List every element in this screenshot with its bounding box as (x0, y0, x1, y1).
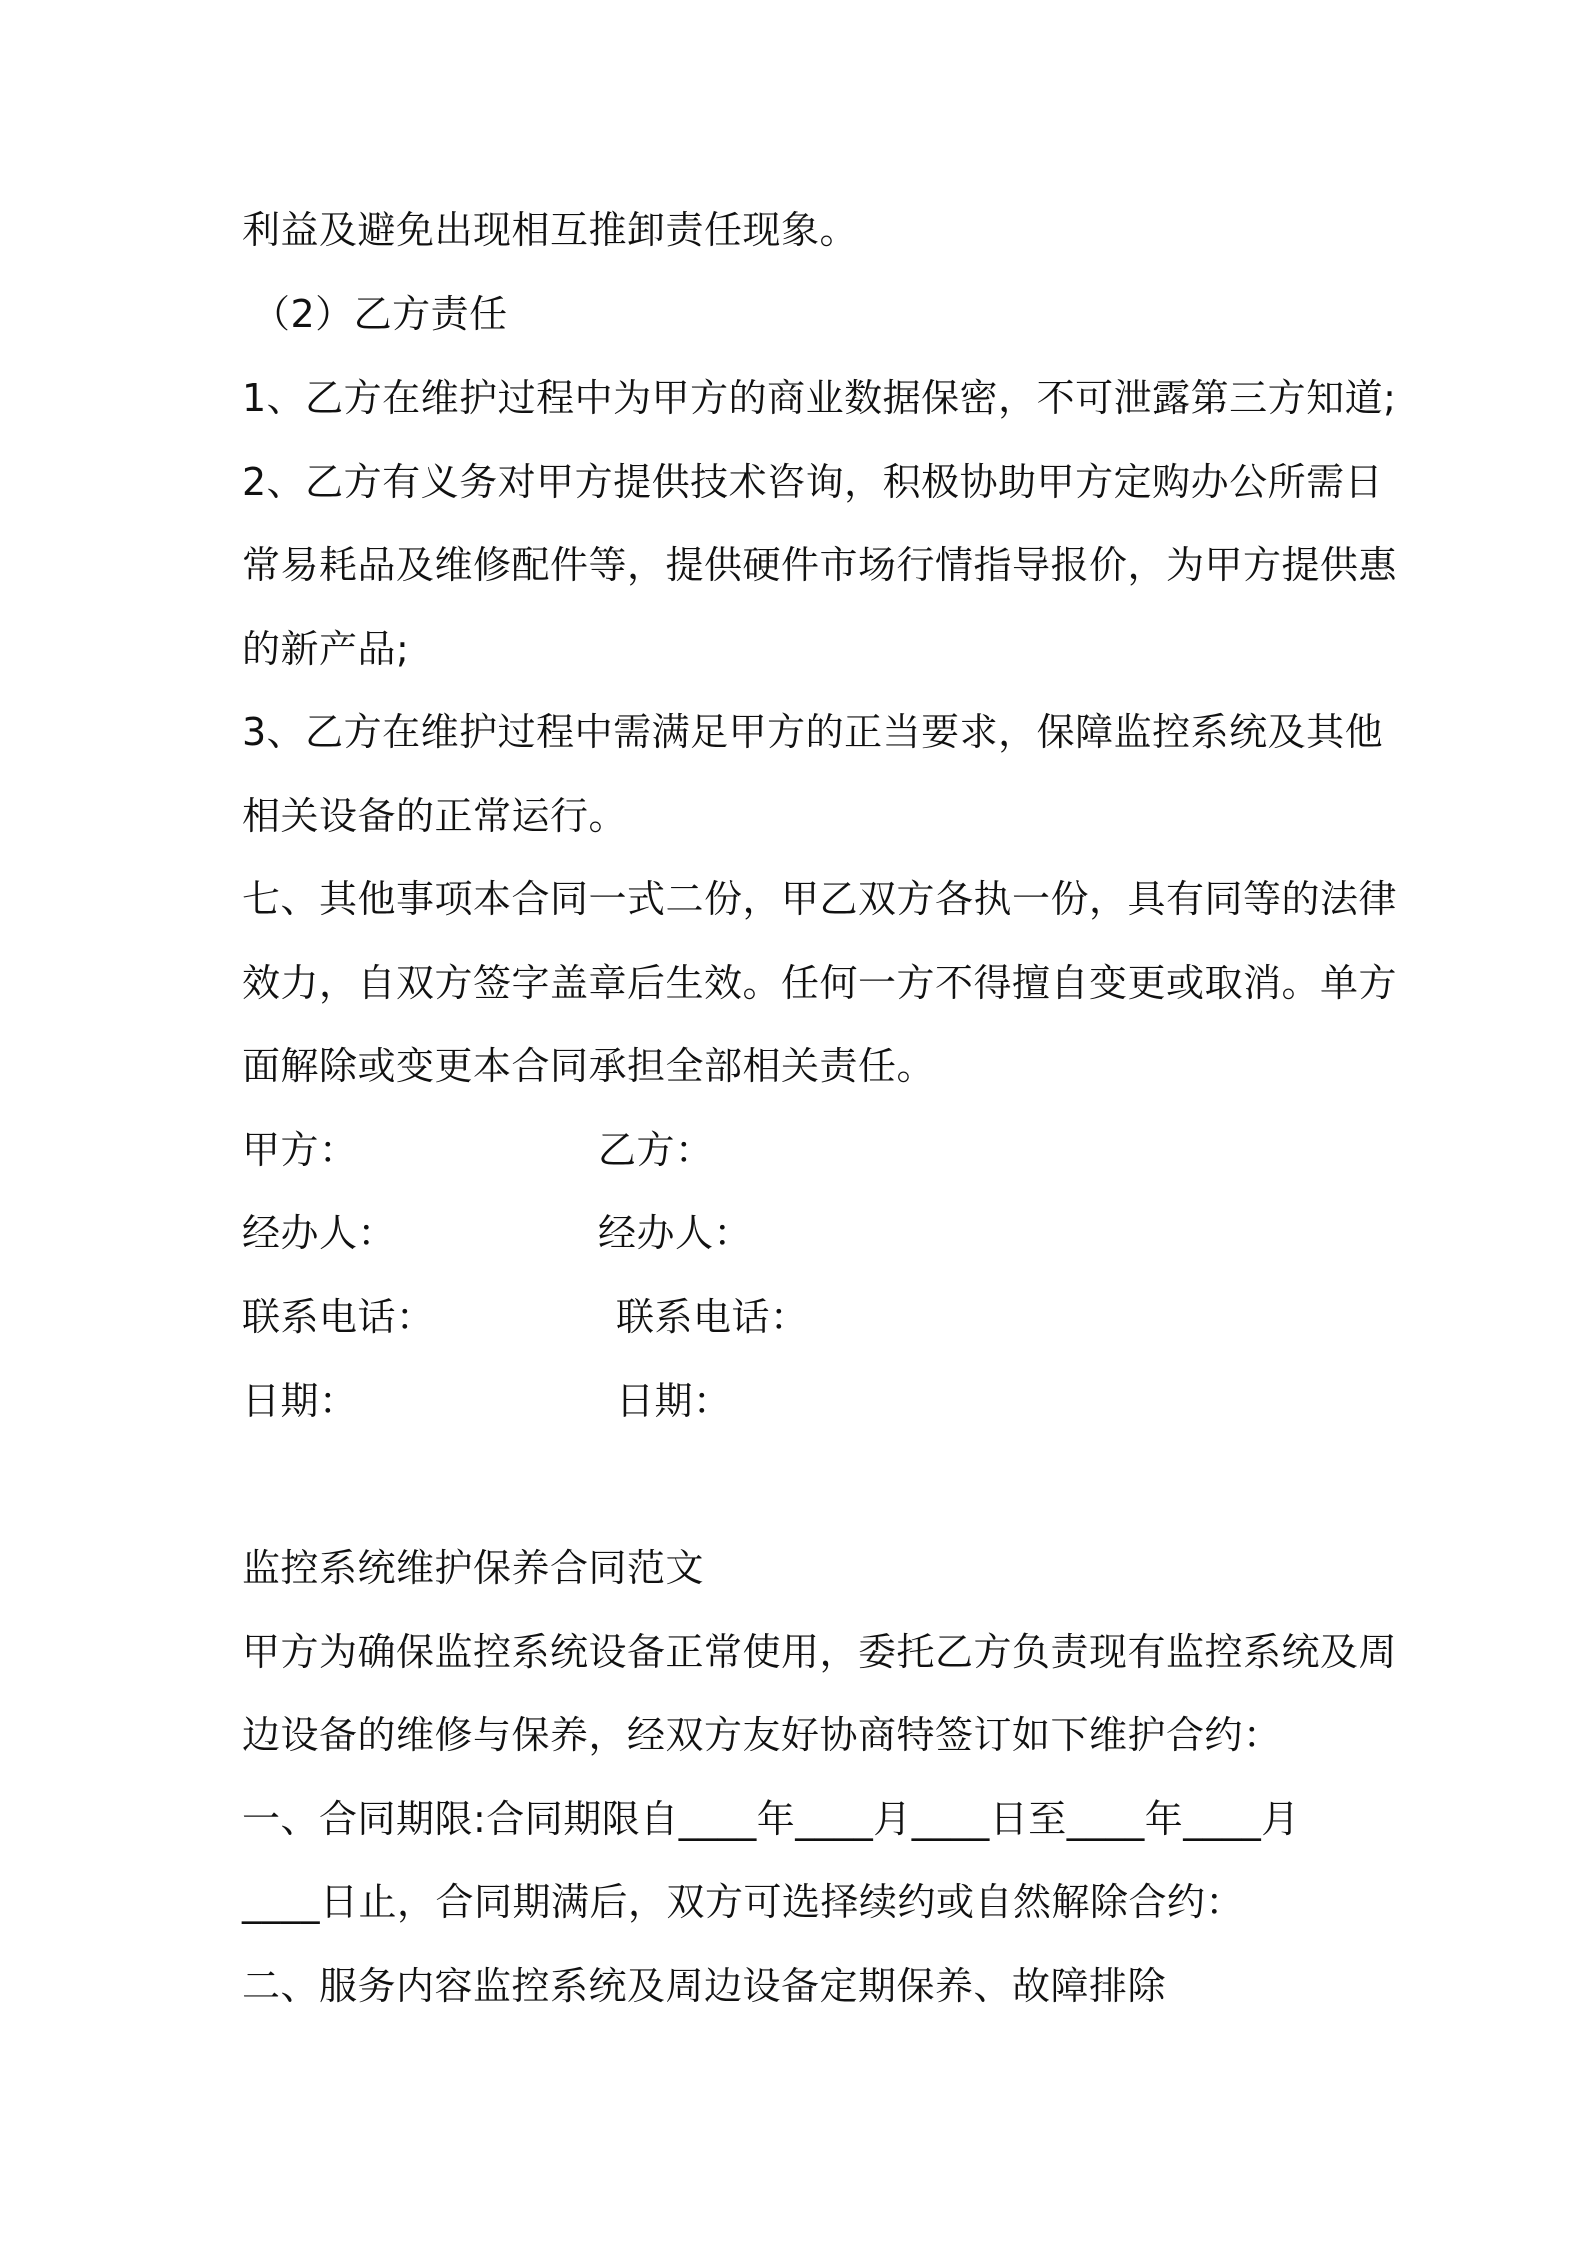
signature-agent-b: 经办人： (598, 1211, 753, 1255)
signature-phone-a: 联系电话： (242, 1295, 435, 1339)
paragraph-line: 的新产品; (242, 627, 410, 671)
signature-date-b: 日期： (616, 1379, 732, 1423)
paragraph-line: 3、乙方在维护过程中需满足甲方的正当要求，保障监控系统及其他 (242, 710, 1384, 754)
signature-phone-b: 联系电话： (616, 1295, 809, 1339)
paragraph-line: 1、乙方在维护过程中为甲方的商业数据保密，不可泄露第三方知道; (242, 376, 1397, 420)
signature-date-a: 日期： (242, 1379, 358, 1423)
paragraph-line: 七、其他事项本合同一式二份，甲乙双方各执一份，具有同等的法律 (242, 877, 1398, 921)
paragraph-line: 2、乙方有义务对甲方提供技术咨询，积极协助甲方定购办公所需日 (242, 460, 1384, 504)
paragraph-line: 面解除或变更本合同承担全部相关责任。 (242, 1044, 936, 1088)
signature-agent-a: 经办人： (242, 1211, 397, 1255)
signature-party-b: 乙方： (598, 1128, 714, 1172)
paragraph-line: 二、服务内容监控系统及周边设备定期保养、故障排除 (242, 1964, 1167, 2008)
paragraph-line: ____日止，合同期满后，双方可选择续约或自然解除合约： (242, 1880, 1245, 1924)
paragraph-line: 一、合同期限:合同期限自____年____月____日至____年____月 (242, 1797, 1300, 1841)
paragraph-line: 甲方为确保监控系统设备正常使用，委托乙方负责现有监控系统及周 (242, 1630, 1398, 1674)
paragraph-line: 边设备的维修与保养，经双方友好协商特签订如下维护合约： (242, 1713, 1282, 1757)
signature-party-a: 甲方： (242, 1128, 358, 1172)
paragraph-line: 相关设备的正常运行。 (242, 794, 628, 838)
paragraph-line: 效力，自双方签字盖章后生效。任何一方不得擅自变更或取消。单方 (242, 961, 1398, 1005)
document-title: 监控系统维护保养合同范文 (242, 1546, 705, 1590)
paragraph-line: 常易耗品及维修配件等，提供硬件市场行情指导报价，为甲方提供惠 (242, 543, 1398, 587)
paragraph-line: 利益及避免出现相互推卸责任现象。 (242, 208, 859, 252)
section-heading: （2）乙方责任 (252, 292, 508, 336)
